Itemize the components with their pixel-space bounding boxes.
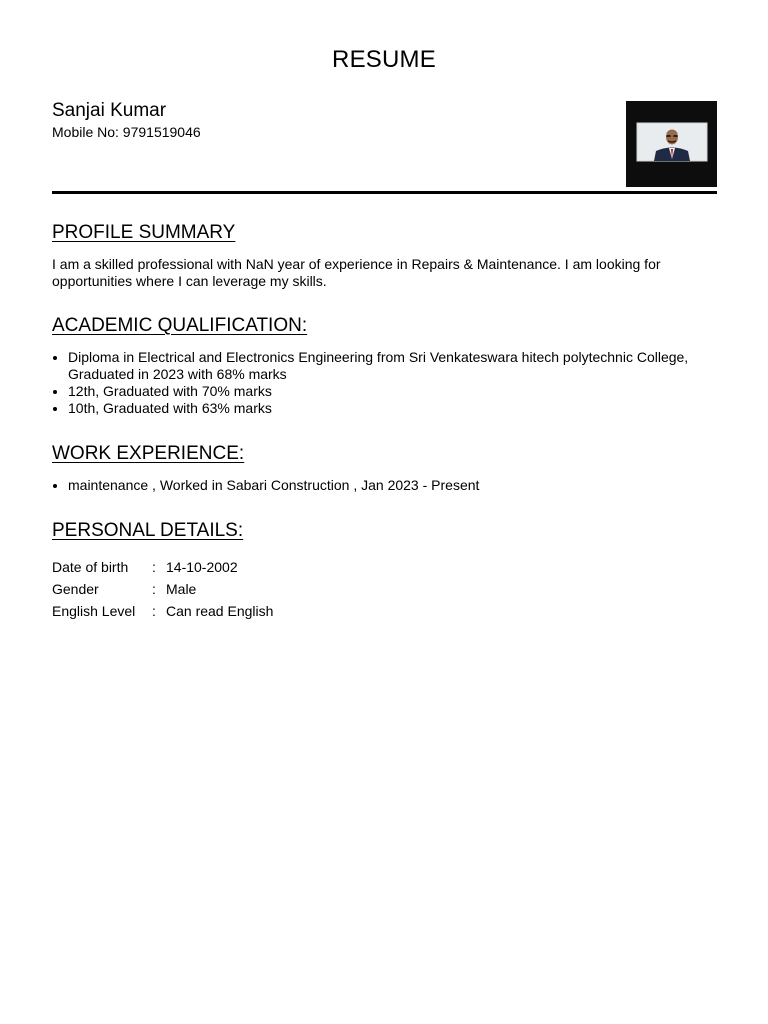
profile-summary-text: I am a skilled professional with NaN year of experience in Repairs & Maintenance. I am looking for opportunities where I can leverage my skills. (52, 256, 661, 289)
header-divider (52, 191, 717, 194)
detail-separator: : (152, 603, 156, 619)
candidate-name: Sanjai Kumar (52, 100, 167, 121)
personal-details-table (52, 556, 717, 622)
academic-section (52, 315, 717, 417)
profile-summary-heading: PROFILE SUMMARY (52, 222, 236, 243)
work-experience-list (52, 477, 717, 494)
detail-value: 14-10-2002 (166, 559, 238, 575)
detail-separator: : (152, 581, 156, 597)
list-item: 10th, Graduated with 63% marks (52, 400, 717, 417)
candidate-header (52, 100, 717, 192)
document-title: RESUME (332, 46, 436, 73)
personal-details-heading: PERSONAL DETAILS: (52, 520, 244, 541)
detail-label: English Level (52, 603, 136, 619)
detail-value: Male (166, 581, 197, 597)
detail-separator: : (152, 559, 156, 575)
person-photo-icon (626, 101, 717, 187)
detail-label: Date of birth (52, 559, 129, 575)
list-item: Diploma in Electrical and Electronics Engineering from Sri Venkateswara hitech polytechnic College, Graduated in 2023 with 68% marks (52, 349, 717, 383)
candidate-mobile: Mobile No: 9791519046 (52, 124, 201, 140)
personal-details-section (52, 520, 717, 622)
work-experience-section (52, 443, 717, 494)
list-item: maintenance , Worked in Sabari Construction , Jan 2023 - Present (52, 477, 717, 494)
detail-row-english-level (52, 600, 717, 622)
profile-summary-section (52, 222, 717, 290)
list-item: 12th, Graduated with 70% marks (52, 383, 717, 400)
work-experience-heading: WORK EXPERIENCE: (52, 443, 245, 464)
detail-row-gender (52, 578, 717, 600)
detail-label: Gender (52, 581, 99, 597)
academic-heading: ACADEMIC QUALIFICATION: (52, 315, 308, 336)
academic-list (52, 349, 717, 417)
detail-row-dob (52, 556, 717, 578)
detail-value: Can read English (166, 603, 274, 619)
